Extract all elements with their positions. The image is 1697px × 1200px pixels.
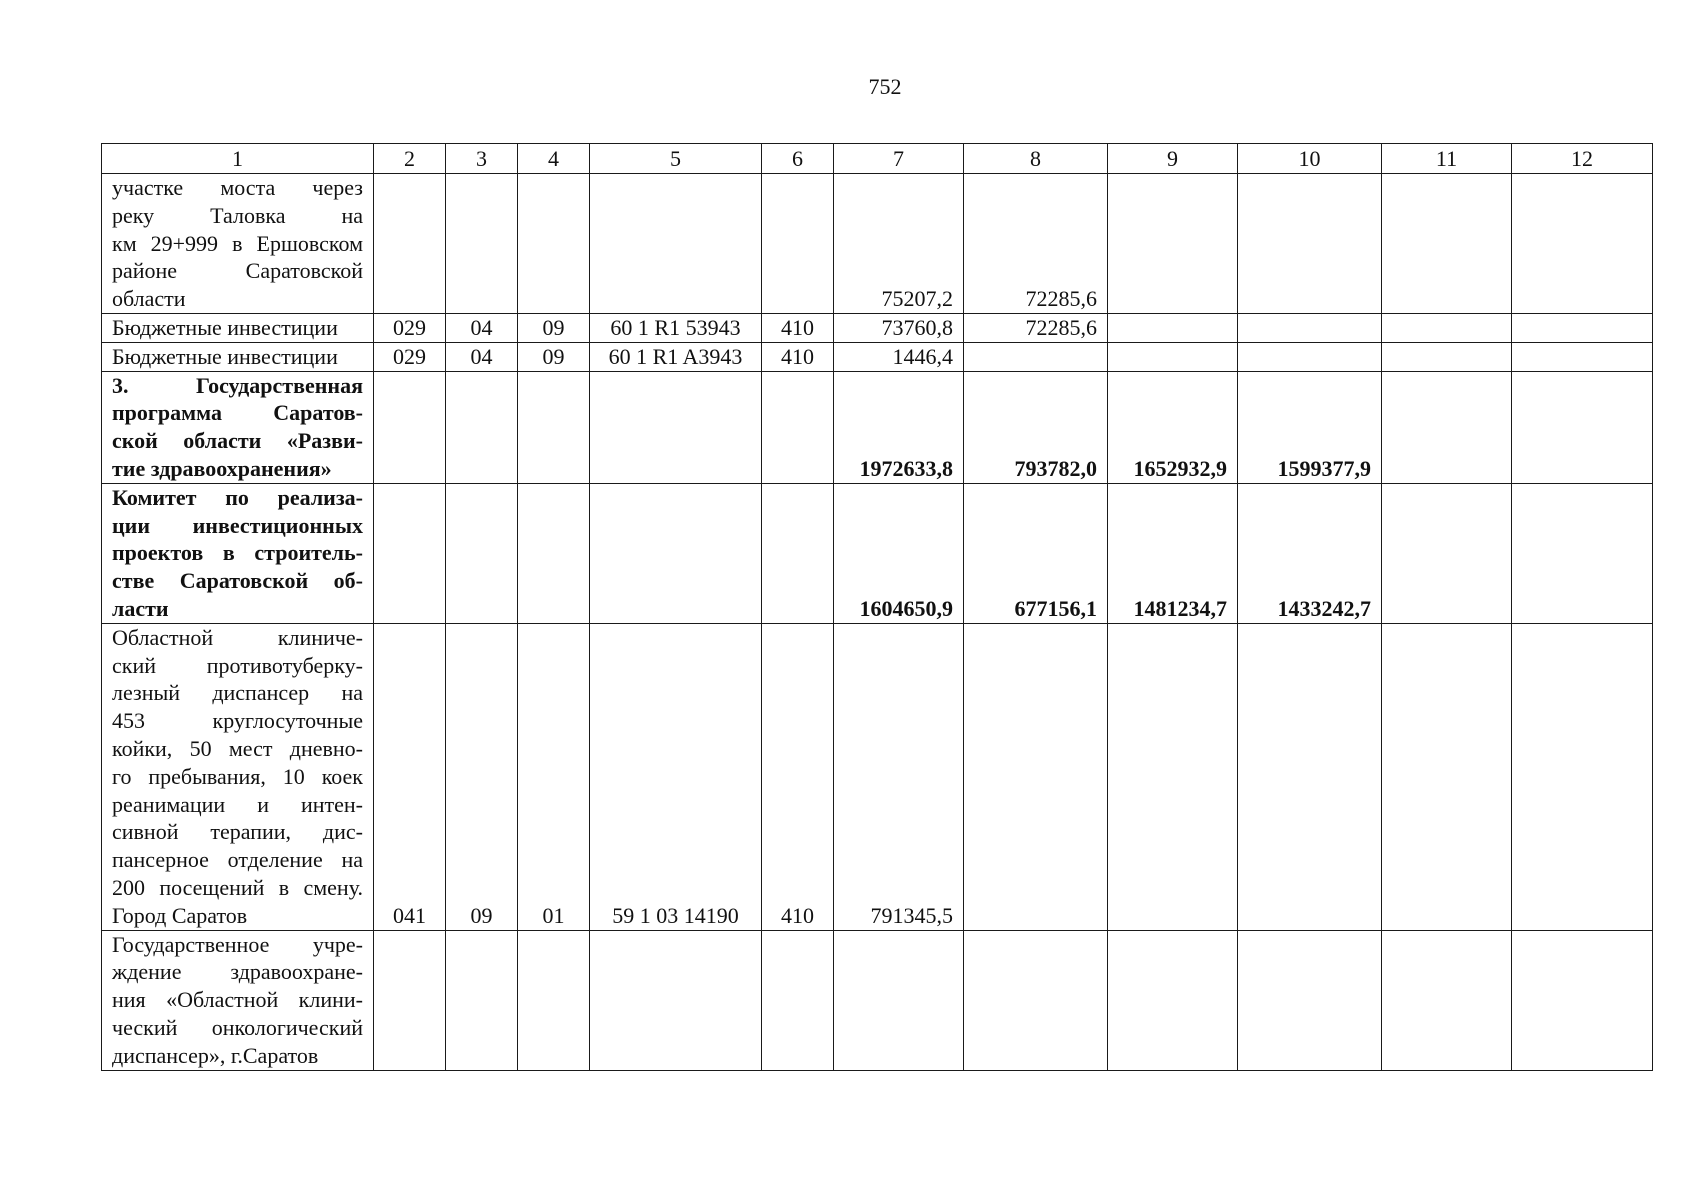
table-cell: 410	[762, 313, 834, 342]
table-cell: 1433242,7	[1238, 483, 1382, 623]
row-name-line: реку Таловка на	[112, 202, 363, 228]
row-name-line: Государственное учре-	[112, 931, 363, 957]
table-cell: 59 1 03 14190	[590, 623, 762, 930]
table-cell	[1512, 623, 1653, 930]
row-name-line: койки, 50 мест дневно-	[112, 735, 363, 761]
row-name-line: реанимации и интен-	[112, 791, 363, 817]
table-cell: 60 1 R1 53943	[590, 313, 762, 342]
table-cell	[1512, 483, 1653, 623]
table-cell: 041	[374, 623, 446, 930]
row-name-line: ции инвестиционных	[112, 512, 363, 538]
table-cell: 793782,0	[964, 371, 1108, 483]
row-name-line: диспансер», г.Саратов	[112, 1042, 319, 1068]
table-cell	[834, 930, 964, 1070]
column-header: 5	[590, 144, 762, 174]
table-cell	[1382, 174, 1512, 314]
column-header: 6	[762, 144, 834, 174]
table-cell	[1512, 174, 1653, 314]
table-cell	[1382, 313, 1512, 342]
table-cell	[446, 371, 518, 483]
table-cell	[762, 371, 834, 483]
table-cell: 75207,2	[834, 174, 964, 314]
column-header: 1	[102, 144, 374, 174]
table-cell: 04	[446, 342, 518, 371]
row-name-line: 200 посещений в смену.	[112, 874, 363, 900]
row-name-cell	[102, 313, 374, 342]
table-cell	[518, 174, 590, 314]
table-cell	[446, 483, 518, 623]
column-header: 12	[1512, 144, 1653, 174]
table-cell	[1512, 342, 1653, 371]
row-name-line: ский противотуберку-	[112, 652, 363, 678]
row-name-line: Областной клиниче-	[112, 624, 363, 650]
table-cell: 09	[518, 342, 590, 371]
column-header: 3	[446, 144, 518, 174]
table-cell	[518, 371, 590, 483]
column-header: 7	[834, 144, 964, 174]
table-cell: 1652932,9	[1108, 371, 1238, 483]
row-name-cell	[102, 623, 374, 930]
table-cell: 60 1 R1 A3943	[590, 342, 762, 371]
table-cell	[1238, 623, 1382, 930]
table-cell: 1599377,9	[1238, 371, 1382, 483]
table-cell	[1382, 342, 1512, 371]
column-header: 8	[964, 144, 1108, 174]
row-name-line: км 29+999 в Ершовском	[112, 230, 363, 256]
row-name-line: тие здравоохранения»	[112, 455, 332, 481]
table-row	[102, 371, 1653, 483]
table-cell: 1972633,8	[834, 371, 964, 483]
table-cell: 029	[374, 313, 446, 342]
row-name-cell	[102, 371, 374, 483]
table-cell	[518, 930, 590, 1070]
table-cell	[1238, 342, 1382, 371]
table-cell: 73760,8	[834, 313, 964, 342]
table-cell	[1382, 623, 1512, 930]
row-name-cell	[102, 174, 374, 314]
table-row	[102, 342, 1653, 371]
table-cell	[964, 623, 1108, 930]
table-cell	[1512, 930, 1653, 1070]
table-cell	[446, 930, 518, 1070]
table-cell	[1382, 371, 1512, 483]
row-name-line: ской области «Разви-	[112, 428, 363, 454]
table-cell	[762, 174, 834, 314]
table-cell: 029	[374, 342, 446, 371]
table-cell: 1481234,7	[1108, 483, 1238, 623]
row-name-line: 3. Государственная	[112, 372, 363, 398]
table-cell: 410	[762, 623, 834, 930]
table-cell	[590, 371, 762, 483]
column-header: 4	[518, 144, 590, 174]
table-cell: 410	[762, 342, 834, 371]
row-name-cell	[102, 483, 374, 623]
row-name-line: программа Саратов-	[112, 400, 363, 426]
table-cell	[590, 174, 762, 314]
table-cell	[762, 930, 834, 1070]
row-name-line: Комитет по реализа-	[112, 484, 363, 510]
row-name-line: участке моста через	[112, 175, 363, 200]
table-cell	[762, 483, 834, 623]
row-name-line: ждение здравоохране-	[112, 959, 363, 985]
table-cell: 04	[446, 313, 518, 342]
column-header: 2	[374, 144, 446, 174]
table-cell: 09	[518, 313, 590, 342]
table-cell	[1108, 313, 1238, 342]
table-cell	[1382, 483, 1512, 623]
table-cell: 01	[518, 623, 590, 930]
row-name-cell	[102, 342, 374, 371]
table-cell	[374, 930, 446, 1070]
page-number: 752	[868, 74, 902, 99]
table-cell	[1512, 313, 1653, 342]
row-name-line: Город Саратов	[112, 902, 248, 928]
column-header: 9	[1108, 144, 1238, 174]
table-cell	[374, 371, 446, 483]
table-cell: 72285,6	[964, 174, 1108, 314]
row-name-line: го пребывания, 10 коек	[112, 763, 363, 789]
row-name-line: ласти	[112, 595, 169, 621]
table-cell: 677156,1	[964, 483, 1108, 623]
table-cell	[374, 174, 446, 314]
table-cell	[964, 342, 1108, 371]
table-row	[102, 483, 1653, 623]
table-row	[102, 313, 1653, 342]
table-cell	[1238, 174, 1382, 314]
table-row	[102, 174, 1653, 314]
table-cell: 1446,4	[834, 342, 964, 371]
table-row	[102, 623, 1653, 930]
table-cell	[590, 930, 762, 1070]
row-name-line: Бюджетные инвестиции	[112, 343, 338, 369]
table-row	[102, 930, 1653, 1070]
column-number-row	[102, 144, 1653, 174]
row-name-line: стве Саратовской об-	[112, 568, 363, 594]
budget-table	[101, 143, 1653, 1071]
table-cell	[518, 483, 590, 623]
row-name-line: районе Саратовской	[112, 258, 363, 284]
row-name-line: проектов в строитель-	[112, 540, 363, 566]
table-cell	[1238, 930, 1382, 1070]
table-cell: 72285,6	[964, 313, 1108, 342]
row-name-line: сивной терапии, дис-	[112, 819, 363, 845]
table-cell	[590, 483, 762, 623]
table-body	[102, 174, 1653, 1071]
row-name-line: области	[112, 286, 186, 312]
table-cell	[374, 483, 446, 623]
table-cell	[964, 930, 1108, 1070]
table-cell: 09	[446, 623, 518, 930]
row-name-line: лезный диспансер на	[112, 680, 363, 706]
row-name-line: пансерное отделение на	[112, 847, 363, 873]
column-header: 11	[1382, 144, 1512, 174]
table-cell	[1108, 174, 1238, 314]
column-header: 10	[1238, 144, 1382, 174]
row-name-line: 453 круглосуточные	[112, 708, 363, 734]
table-cell	[1108, 930, 1238, 1070]
table-cell	[1238, 313, 1382, 342]
table-cell	[1512, 371, 1653, 483]
table-cell: 1604650,9	[834, 483, 964, 623]
table-cell	[1382, 930, 1512, 1070]
row-name-cell	[102, 930, 374, 1070]
row-name-line: ния «Областной клини-	[112, 987, 363, 1013]
row-name-line: ческий онкологический	[112, 1014, 363, 1040]
row-name-line: Бюджетные инвестиции	[112, 314, 338, 340]
table-cell: 791345,5	[834, 623, 964, 930]
table-cell	[1108, 342, 1238, 371]
table-cell	[446, 174, 518, 314]
table-cell	[1108, 623, 1238, 930]
